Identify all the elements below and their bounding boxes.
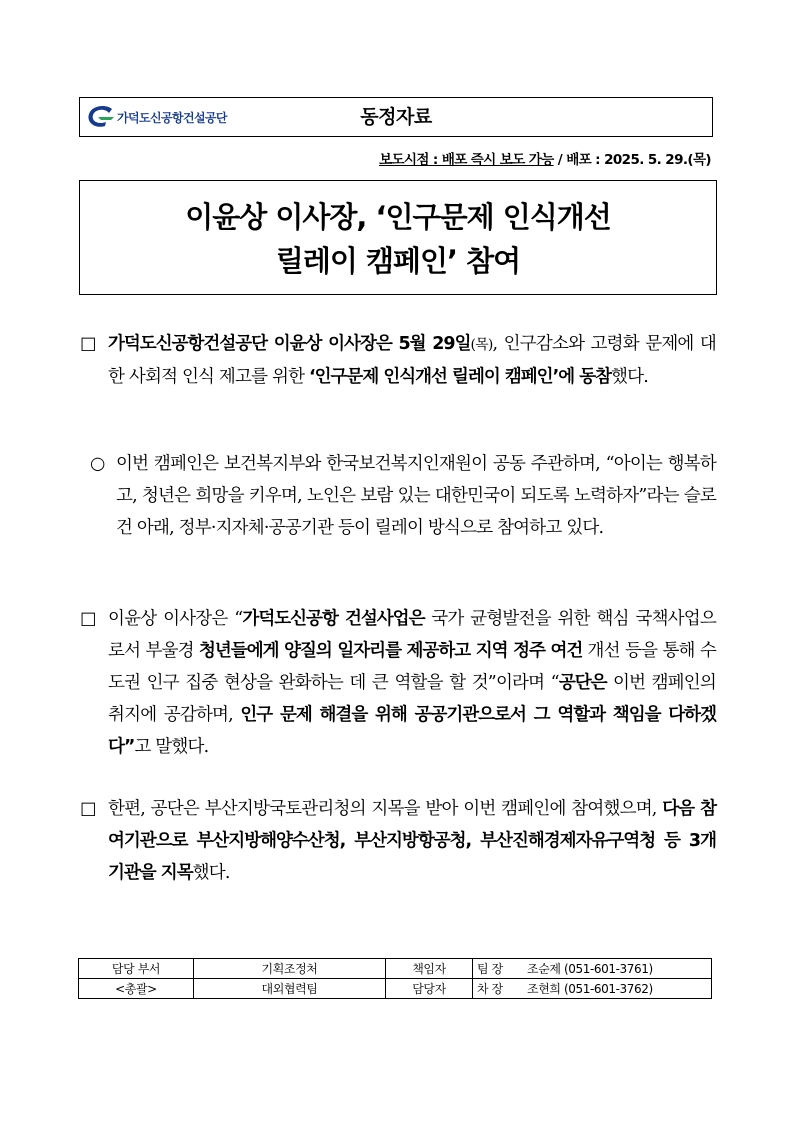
release-date: 배포 : 2025. 5. 29.(목) [566,152,711,168]
p2-text: 이번 캠페인은 보건복지부와 한국보건복지인재원이 공동 주관하며, “아이는 행복하고, 청년은 희망을 키우며, 노인은 보람 있는 대한민국이 되도록 노력하자”라는 슬로건 아래, 정부·지자체·공공기관 등이 릴레이 방식으로 참여하고 있다. [116,454,716,538]
embargo-text: 보도시점 : 배포 즉시 보도 가능 [379,152,554,168]
contact-row [79,959,712,979]
checkbox-bullet-icon: □ [80,334,96,354]
contact-role: 책임자 [386,959,473,979]
contact-name-phone: 조순제 (051-601-3761) [527,962,653,976]
headline-line-1: 이윤상 이사장, ‘인구문제 인식개선 [185,200,611,234]
contact-title: 팀 장 [477,962,503,976]
p4-text-2: 했다. [192,863,230,883]
contact-role: 담당자 [386,979,473,999]
contact-table [78,958,712,999]
p3-text-1: 이윤상 이사장은 “ [108,609,243,629]
release-separator: / [553,152,567,168]
p3-bold-1: 가덕도신공항 건설사업은 [242,609,425,629]
p1-bold-1: 가덕도신공항건설공단 이윤상 이사장은 5월 29일 [108,334,471,354]
paragraph-4 [80,793,716,889]
paragraph-2 [90,448,716,544]
p1-text-2: 했다. [611,367,649,387]
p4-bold-1: 다음 참여기관으로 부산지방해양수산청, 부산지방항공청, 부산진해경제자유구역청 등 3개 기관을 지목 [108,799,716,883]
p1-bold-2: ‘인구문제 인식개선 릴레이 캠페인’에 동참 [308,367,612,387]
paragraph-1 [80,328,716,393]
dept-name: 기획조정처 [194,959,386,979]
p3-bold-3: 공단은 [558,673,607,693]
dept-label: 담당 부서 [79,959,194,979]
release-info [379,148,711,168]
p3-text-5: 고 말했다. [134,737,209,757]
dept-group: <총괄> [79,979,194,999]
p1-weekday: (목) [470,337,493,353]
circle-bullet-icon: ○ [90,454,105,474]
doc-type-label: 동정자료 [360,106,432,128]
paragraph-3 [80,603,716,763]
contact-title: 차 장 [477,982,503,996]
org-name: 가덕도신공항건설공단 [117,110,227,125]
checkbox-bullet-icon: □ [80,799,96,819]
p3-text-2: 국가 균형발전을 위한 핵심 국책사업으로서 부울경 [108,609,716,661]
team-name: 대외협력팀 [194,979,386,999]
contact-name-phone: 조현희 (051-601-3762) [527,982,653,996]
header-box [79,97,713,137]
contact-person [473,979,712,999]
p1-text-1: , 인구감소와 고령화 문제에 대한 사회적 인식 제고를 위한 [108,334,717,387]
p3-text-3: 개선 등을 통해 수도권 인구 집중 현상을 완화하는 데 큰 역할을 할 것”이라며 “ [108,641,716,693]
contact-person [473,959,712,979]
headline-line-2: 릴레이 캠페인’ 참여 [275,244,521,278]
p4-text-1: 한편, 공단은 부산지방국토관리청의 지목을 받아 이번 캠페인에 참여했으며, [108,799,663,819]
contact-row [79,979,712,999]
p3-text-4: 이번 캠페인의 취지에 공감하며, [108,673,716,725]
p3-bold-2: 청년들에게 양질의 일자리를 제공하고 지역 정주 여건 [199,641,583,661]
checkbox-bullet-icon: □ [80,609,96,629]
title-box [79,180,717,295]
p3-bold-4: 인구 문제 해결을 위해 공공기관으로서 그 역할과 책임을 다하겠다” [108,705,716,757]
